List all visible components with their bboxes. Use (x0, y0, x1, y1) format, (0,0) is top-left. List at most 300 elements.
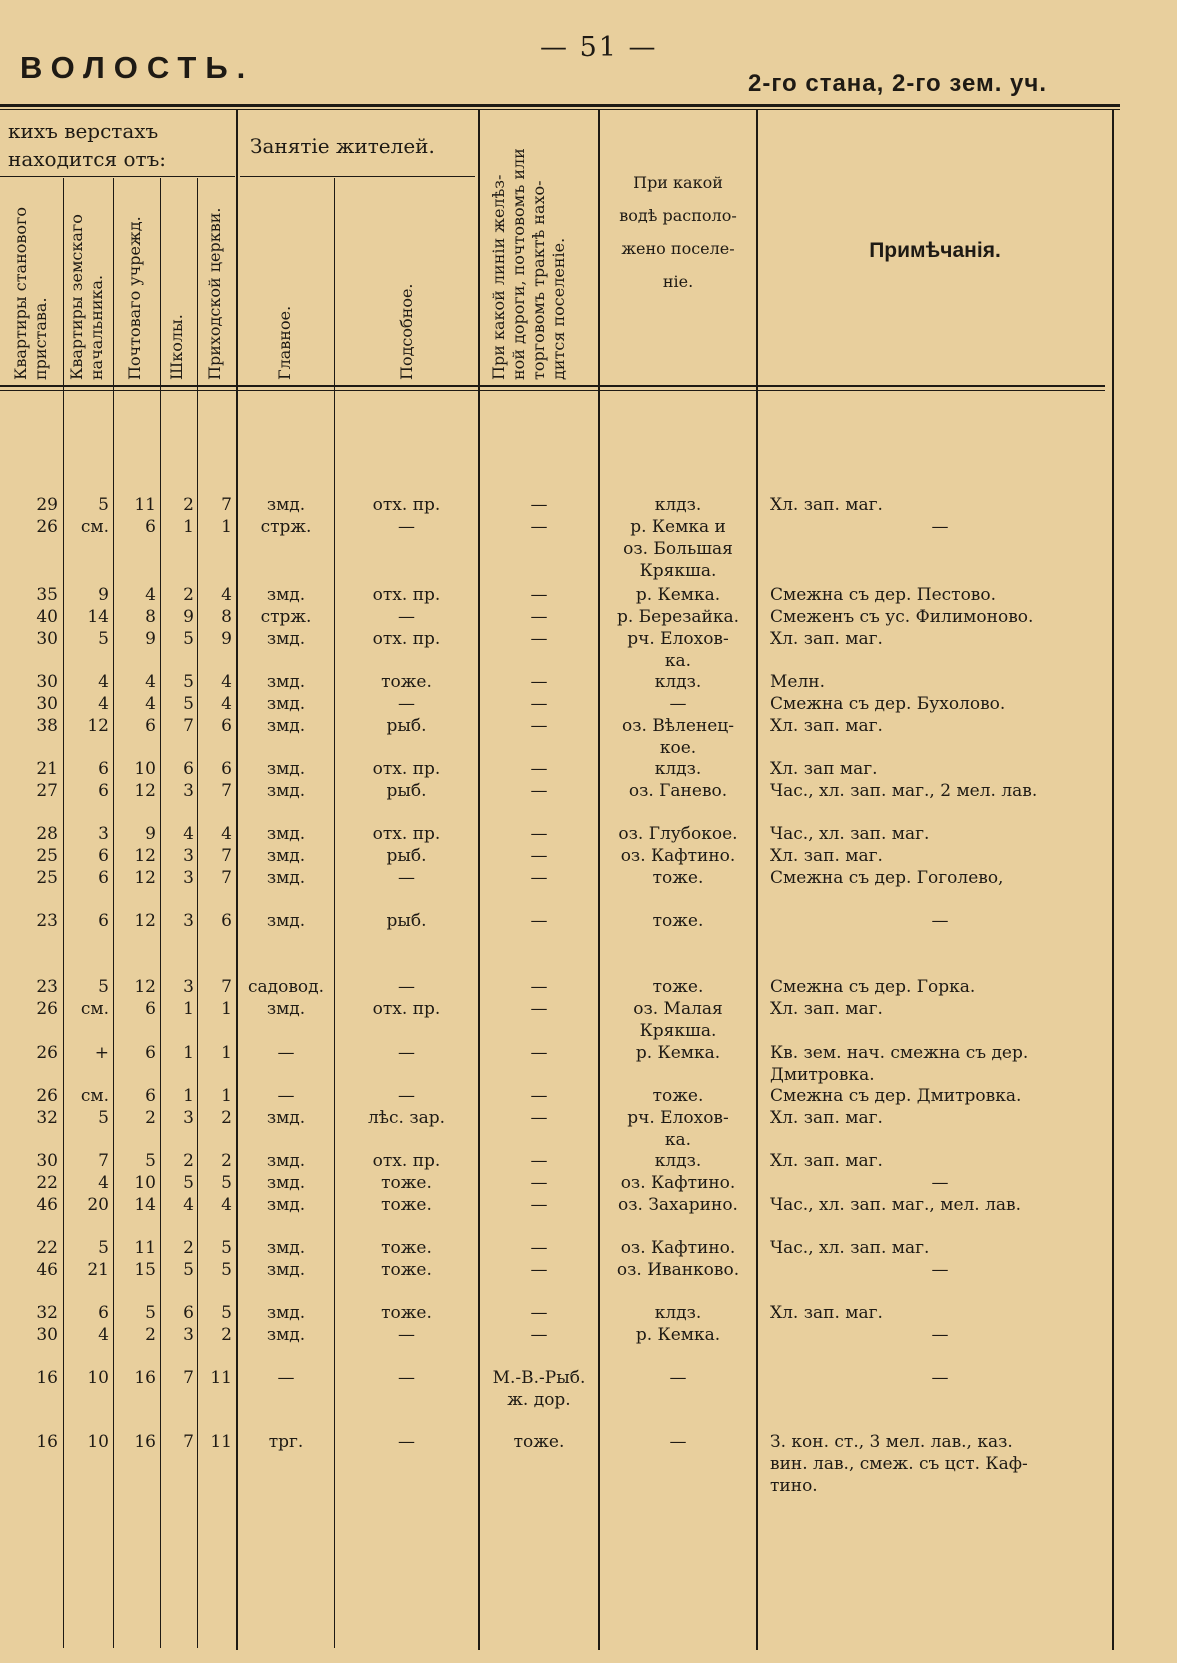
cell-c1: 35 (36, 585, 58, 605)
cell-c8: — (530, 1173, 548, 1193)
cell-c10: Хл. зап маг. (770, 759, 878, 779)
col-header-road-3: торговомъ трактѣ нахо- (529, 180, 548, 380)
cell-c9: оз. Вѣленец- (622, 716, 734, 736)
cell-c10: Смежна съ дер. Дмитровка. (770, 1086, 1022, 1106)
col-header-water-1: При какой (633, 173, 723, 192)
cell-c1: 22 (36, 1173, 58, 1193)
cell-c10: Хл. зап. маг. (770, 1303, 883, 1323)
cell-c10: — (931, 911, 949, 931)
cell-c9: Крякша. (639, 1021, 717, 1041)
cell-c7: отх. пр. (372, 495, 441, 515)
cell-c6: змд. (266, 846, 306, 866)
distance-group-header-1: кихъ верстахъ (8, 119, 159, 143)
cell-c9: р. Кемка. (635, 585, 721, 605)
cell-c2: 10 (87, 1432, 109, 1452)
cell-c5: 6 (221, 759, 232, 779)
cell-c5: 4 (221, 694, 232, 714)
cell-c5: 5 (221, 1260, 232, 1280)
cell-c4: 3 (183, 846, 194, 866)
cell-c6: змд. (266, 629, 306, 649)
cell-c1: 26 (36, 1043, 58, 1063)
cell-c8: — (530, 1260, 548, 1280)
col-header-stanovoy-2: пристава. (31, 297, 50, 380)
cell-c4: 7 (183, 1432, 194, 1452)
cell-c10: Смежна съ дер. Горка. (770, 977, 976, 997)
cell-c4: 5 (183, 672, 194, 692)
cell-c9: оз. Глубокое. (618, 824, 738, 844)
cell-c1: 32 (36, 1303, 58, 1323)
cell-c1: 26 (36, 1086, 58, 1106)
cell-c2: 5 (98, 495, 109, 515)
cell-c3: 4 (145, 694, 156, 714)
occupation-group-rule (240, 176, 475, 177)
cell-c1: 30 (36, 1151, 58, 1171)
cell-c6: змд. (266, 1325, 306, 1345)
cell-c3: 11 (134, 495, 156, 515)
cell-c10: — (931, 1368, 949, 1388)
cell-c8: — (530, 607, 548, 627)
cell-c2: см. (80, 999, 109, 1019)
cell-c2: 21 (87, 1260, 109, 1280)
cell-c4: 3 (183, 911, 194, 931)
cell-c7: — (398, 977, 415, 997)
cell-c3: 6 (145, 716, 156, 736)
cell-c3: 6 (145, 1086, 156, 1106)
cell-c4: 1 (183, 1086, 194, 1106)
cell-c6: — (277, 1368, 295, 1388)
cell-c8: — (530, 517, 548, 537)
cell-c3: 12 (134, 977, 156, 997)
cell-c8: — (530, 1195, 548, 1215)
cell-c2: 20 (87, 1195, 109, 1215)
cell-c2: + (94, 1043, 109, 1063)
cell-c3: 16 (134, 1368, 156, 1388)
cell-c6: трг. (268, 1432, 304, 1452)
cell-c2: 6 (98, 759, 109, 779)
cell-c4: 2 (183, 585, 194, 605)
occupation-group-header: Занятіе жителей. (250, 134, 435, 158)
header-bottom-rule-thin (0, 390, 1105, 391)
cell-c9: оз. Ганево. (628, 781, 728, 801)
cell-c4: 3 (183, 868, 194, 888)
cell-c7: рыб. (386, 781, 427, 801)
cell-c3: 16 (134, 1432, 156, 1452)
cell-c6: змд. (266, 694, 306, 714)
cell-c8: — (530, 1043, 548, 1063)
cell-c6: змд. (266, 1303, 306, 1323)
cell-c8: М.-В.-Рыб. (492, 1368, 586, 1388)
page-title: ВОЛОСТЬ. (20, 50, 255, 85)
cell-c10: Хл. зап. маг. (770, 1108, 883, 1128)
col-header-aux: Подсобное. (397, 283, 416, 380)
cell-c8: — (530, 759, 548, 779)
cell-c9: клдз. (654, 495, 702, 515)
cell-c1: 27 (36, 781, 58, 801)
cell-c2: 9 (98, 585, 109, 605)
cell-c9: р. Кемка и (630, 517, 726, 537)
cell-c5: 2 (221, 1108, 232, 1128)
cell-c9: ка. (664, 1130, 692, 1150)
cell-c7: тоже. (381, 1173, 432, 1193)
cell-c10: Смежна съ дер. Пестово. (770, 585, 997, 605)
cell-c9: р. Кемка. (635, 1325, 721, 1345)
cell-c7: отх. пр. (372, 1151, 441, 1171)
cell-c6: садовод. (247, 977, 325, 997)
header-bottom-rule (0, 385, 1105, 387)
col-sep-right (1112, 110, 1114, 1650)
cell-c9: оз. Малая (633, 999, 723, 1019)
cell-c7: тоже. (381, 672, 432, 692)
cell-c4: 1 (183, 999, 194, 1019)
cell-c1: 26 (36, 999, 58, 1019)
cell-c1: 46 (36, 1260, 58, 1280)
cell-c7: — (398, 1086, 415, 1106)
col-header-church: Приходской церкви. (205, 207, 224, 380)
cell-c4: 7 (183, 1368, 194, 1388)
cell-c9: тоже. (652, 868, 704, 888)
cell-c2: 6 (98, 1303, 109, 1323)
cell-c3: 2 (145, 1108, 156, 1128)
cell-c10: вин. лав., смеж. съ цст. Каф- (770, 1454, 1028, 1474)
cell-c2: 6 (98, 846, 109, 866)
cell-c8: — (530, 911, 548, 931)
cell-c3: 2 (145, 1325, 156, 1345)
cell-c3: 10 (134, 1173, 156, 1193)
cell-c8: — (530, 629, 548, 649)
cell-c6: змд. (266, 1108, 306, 1128)
cell-c2: 4 (98, 1325, 109, 1345)
cell-c10: Час., хл. зап. маг. (770, 824, 930, 844)
cell-c10: — (931, 517, 949, 537)
cell-c10: Хл. зап. маг. (770, 999, 883, 1019)
cell-c3: 12 (134, 781, 156, 801)
cell-c4: 6 (183, 759, 194, 779)
cell-c5: 1 (221, 1043, 232, 1063)
cell-c7: — (398, 607, 415, 627)
distance-group-header-2: находится отъ: (8, 147, 167, 171)
cell-c6: змд. (266, 1151, 306, 1171)
cell-c1: 28 (36, 824, 58, 844)
cell-c1: 46 (36, 1195, 58, 1215)
cell-c4: 2 (183, 1151, 194, 1171)
cell-c1: 30 (36, 672, 58, 692)
cell-c4: 7 (183, 716, 194, 736)
cell-c6: стрж. (260, 607, 312, 627)
cell-c10: Мелн. (770, 672, 826, 692)
cell-c5: 11 (210, 1368, 232, 1388)
cell-c1: 38 (36, 716, 58, 736)
col-header-school: Школы. (167, 314, 186, 380)
cell-c5: 7 (221, 846, 232, 866)
cell-c3: 12 (134, 868, 156, 888)
cell-c3: 6 (145, 517, 156, 537)
cell-c3: 14 (134, 1195, 156, 1215)
cell-c6: — (277, 1086, 295, 1106)
cell-c2: 14 (87, 607, 109, 627)
cell-c6: змд. (266, 1260, 306, 1280)
cell-c10: — (931, 1325, 949, 1345)
cell-c7: рыб. (386, 911, 427, 931)
cell-c9: оз. Захарино. (618, 1195, 738, 1215)
cell-c5: 11 (210, 1432, 232, 1452)
cell-c10: Час., хл. зап. маг., 2 мел. лав. (770, 781, 1038, 801)
cell-c5: 5 (221, 1173, 232, 1193)
cell-c7: тоже. (381, 1303, 432, 1323)
cell-c4: 1 (183, 517, 194, 537)
col-header-stanovoy-1: Квартиры станового (11, 206, 30, 380)
cell-c1: 16 (36, 1432, 58, 1452)
col-header-road-1: При какой линіи желѣз- (489, 174, 508, 380)
top-rule (0, 104, 1120, 107)
col-header-water (600, 166, 756, 298)
cell-c6: змд. (266, 824, 306, 844)
top-rule-thin (0, 109, 1120, 110)
cell-c3: 5 (145, 1151, 156, 1171)
cell-c8: — (530, 694, 548, 714)
cell-c4: 3 (183, 1108, 194, 1128)
cell-c10: Хл. зап. маг. (770, 495, 883, 515)
cell-c4: 1 (183, 1043, 194, 1063)
cell-c7: отх. пр. (372, 824, 441, 844)
cell-c8: — (530, 1086, 548, 1106)
cell-c9: — (669, 694, 687, 714)
cell-c6: змд. (266, 911, 306, 931)
cell-c8: — (530, 1238, 548, 1258)
cell-c3: 12 (134, 846, 156, 866)
cell-c5: 1 (221, 1086, 232, 1106)
cell-c5: 6 (221, 911, 232, 931)
cell-c2: 4 (98, 1173, 109, 1193)
cell-c9: тоже. (652, 911, 704, 931)
cell-c5: 4 (221, 585, 232, 605)
col-header-water-3: жено поселе- (621, 239, 735, 258)
cell-c9: клдз. (654, 1303, 702, 1323)
cell-c9: — (669, 1432, 687, 1452)
cell-c2: 12 (87, 716, 109, 736)
cell-c8: — (530, 999, 548, 1019)
cell-c1: 21 (36, 759, 58, 779)
cell-c4: 6 (183, 1303, 194, 1323)
cell-c6: стрж. (260, 517, 312, 537)
cell-c8: — (530, 781, 548, 801)
cell-c10: Час., хл. зап. маг. (770, 1238, 930, 1258)
col-header-road-2: ной дороги, почтовомъ или (509, 148, 528, 380)
cell-c1: 30 (36, 1325, 58, 1345)
cell-c10: Хл. зап. маг. (770, 629, 883, 649)
cell-c9: р. Кемка. (635, 1043, 721, 1063)
cell-c3: 6 (145, 1043, 156, 1063)
cell-c6: змд. (266, 781, 306, 801)
col-header-main: Главное. (275, 305, 294, 380)
cell-c6: — (277, 1043, 295, 1063)
cell-c6: змд. (266, 716, 306, 736)
cell-c4: 5 (183, 629, 194, 649)
cell-c7: — (398, 517, 415, 537)
cell-c2: 3 (98, 824, 109, 844)
cell-c9: оз. Большая (623, 539, 733, 559)
cell-c10: Хл. зап. маг. (770, 1151, 883, 1171)
cell-c1: 22 (36, 1238, 58, 1258)
col-header-road-4: дится поселеніе. (549, 237, 568, 380)
col-header-notes: Примѣчанія. (869, 239, 1001, 262)
col-header-zemsky-1: Квартиры земскаго (67, 214, 86, 380)
cell-c2: 4 (98, 694, 109, 714)
cell-c8: — (530, 1325, 548, 1345)
cell-c9: кое. (659, 738, 697, 758)
cell-c6: змд. (266, 1238, 306, 1258)
cell-c9: оз. Иванково. (616, 1260, 740, 1280)
cell-c5: 7 (221, 977, 232, 997)
cell-c9: клдз. (654, 1151, 702, 1171)
cell-c7: — (398, 1325, 415, 1345)
cell-c9: рч. Елохов- (627, 1108, 729, 1128)
cell-c3: 15 (134, 1260, 156, 1280)
cell-c9: ка. (664, 651, 692, 671)
cell-c6: змд. (266, 672, 306, 692)
col-header-zemsky-2: начальника. (87, 274, 106, 380)
cell-c10: З. кон. ст., 3 мел. лав., каз. (770, 1432, 1013, 1452)
cell-c1: 23 (36, 911, 58, 931)
header-district: 2-го стана, 2-го зем. уч. (748, 70, 1048, 97)
cell-c7: отх. пр. (372, 629, 441, 649)
cell-c1: 32 (36, 1108, 58, 1128)
cell-c7: тоже. (381, 1195, 432, 1215)
cell-c5: 1 (221, 517, 232, 537)
cell-c9: оз. Кафтино. (620, 1173, 736, 1193)
cell-c1: 30 (36, 629, 58, 649)
cell-c9: — (669, 1368, 687, 1388)
cell-c1: 30 (36, 694, 58, 714)
cell-c5: 8 (221, 607, 232, 627)
cell-c10: Смежна съ дер. Гоголево, (770, 868, 1004, 888)
col-header-water-4: ніе. (662, 272, 694, 291)
cell-c6: змд. (266, 868, 306, 888)
cell-c3: 9 (145, 824, 156, 844)
cell-c5: 1 (221, 999, 232, 1019)
cell-c6: змд. (266, 1195, 306, 1215)
cell-c8: — (530, 672, 548, 692)
cell-c2: см. (80, 1086, 109, 1106)
cell-c10: Хл. зап. маг. (770, 846, 883, 866)
cell-c3: 9 (145, 629, 156, 649)
cell-c5: 7 (221, 495, 232, 515)
cell-c2: 6 (98, 781, 109, 801)
cell-c1: 29 (36, 495, 58, 515)
cell-c1: 16 (36, 1368, 58, 1388)
cell-c9: р. Березайка. (616, 607, 740, 627)
cell-c7: рыб. (386, 716, 427, 736)
cell-c4: 3 (183, 1325, 194, 1345)
cell-c5: 5 (221, 1303, 232, 1323)
cell-c8: — (530, 1151, 548, 1171)
cell-c7: отх. пр. (372, 759, 441, 779)
cell-c7: тоже. (381, 1260, 432, 1280)
cell-c10: Час., хл. зап. маг., мел. лав. (770, 1195, 1022, 1215)
cell-c5: 9 (221, 629, 232, 649)
cell-c4: 5 (183, 1260, 194, 1280)
cell-c8: — (530, 716, 548, 736)
cell-c1: 25 (36, 846, 58, 866)
cell-c7: — (398, 1043, 415, 1063)
cell-c6: змд. (266, 999, 306, 1019)
cell-c9: оз. Кафтино. (620, 846, 736, 866)
cell-c2: 5 (98, 629, 109, 649)
cell-c10: Кв. зем. нач. смежна съ дер. (770, 1043, 1029, 1063)
cell-c7: — (398, 694, 415, 714)
cell-c5: 4 (221, 824, 232, 844)
cell-c5: 7 (221, 781, 232, 801)
cell-c8: — (530, 977, 548, 997)
cell-c8: — (530, 585, 548, 605)
cell-c6: змд. (266, 585, 306, 605)
cell-c7: — (398, 1368, 415, 1388)
cell-c5: 4 (221, 672, 232, 692)
cell-c10: тино. (770, 1476, 818, 1496)
cell-c9: клдз. (654, 759, 702, 779)
cell-c10: Хл. зап. маг. (770, 716, 883, 736)
cell-c4: 5 (183, 694, 194, 714)
cell-c9: тоже. (652, 977, 704, 997)
cell-c5: 4 (221, 1195, 232, 1215)
cell-c2: 5 (98, 1108, 109, 1128)
distance-group-rule (0, 176, 235, 177)
cell-c8: ж. дор. (507, 1390, 571, 1410)
cell-c4: 3 (183, 977, 194, 997)
cell-c7: — (398, 868, 415, 888)
cell-c8: — (530, 824, 548, 844)
cell-c1: 23 (36, 977, 58, 997)
cell-c5: 7 (221, 868, 232, 888)
cell-c3: 4 (145, 585, 156, 605)
cell-c2: см. (80, 517, 109, 537)
cell-c10: Смеженъ съ ус. Филимоново. (770, 607, 1034, 627)
cell-c4: 2 (183, 495, 194, 515)
cell-c4: 2 (183, 1238, 194, 1258)
cell-c8: — (530, 1303, 548, 1323)
cell-c9: рч. Елохов- (627, 629, 729, 649)
cell-c8: — (530, 495, 548, 515)
cell-c9: Крякша. (639, 561, 717, 581)
cell-c3: 11 (134, 1238, 156, 1258)
col-header-water-2: водѣ располо- (619, 206, 737, 225)
cell-c5: 2 (221, 1151, 232, 1171)
page-number: — 51 — (540, 32, 658, 63)
cell-c5: 2 (221, 1325, 232, 1345)
cell-c6: змд. (266, 495, 306, 515)
cell-c4: 5 (183, 1173, 194, 1193)
cell-c10: — (931, 1260, 949, 1280)
cell-c3: 12 (134, 911, 156, 931)
cell-c1: 25 (36, 868, 58, 888)
cell-c10: Смежна съ дер. Бухолово. (770, 694, 1006, 714)
cell-c3: 8 (145, 607, 156, 627)
cell-c2: 6 (98, 868, 109, 888)
cell-c4: 9 (183, 607, 194, 627)
cell-c6: змд. (266, 1173, 306, 1193)
cell-c1: 26 (36, 517, 58, 537)
cell-c4: 3 (183, 781, 194, 801)
cell-c6: змд. (266, 759, 306, 779)
cell-c9: клдз. (654, 672, 702, 692)
cell-c3: 4 (145, 672, 156, 692)
cell-c2: 6 (98, 911, 109, 931)
cell-c7: отх. пр. (372, 999, 441, 1019)
cell-c2: 4 (98, 672, 109, 692)
cell-c5: 5 (221, 1238, 232, 1258)
col-sep-9 (756, 110, 758, 1650)
cell-c7: тоже. (381, 1238, 432, 1258)
cell-c4: 4 (183, 1195, 194, 1215)
